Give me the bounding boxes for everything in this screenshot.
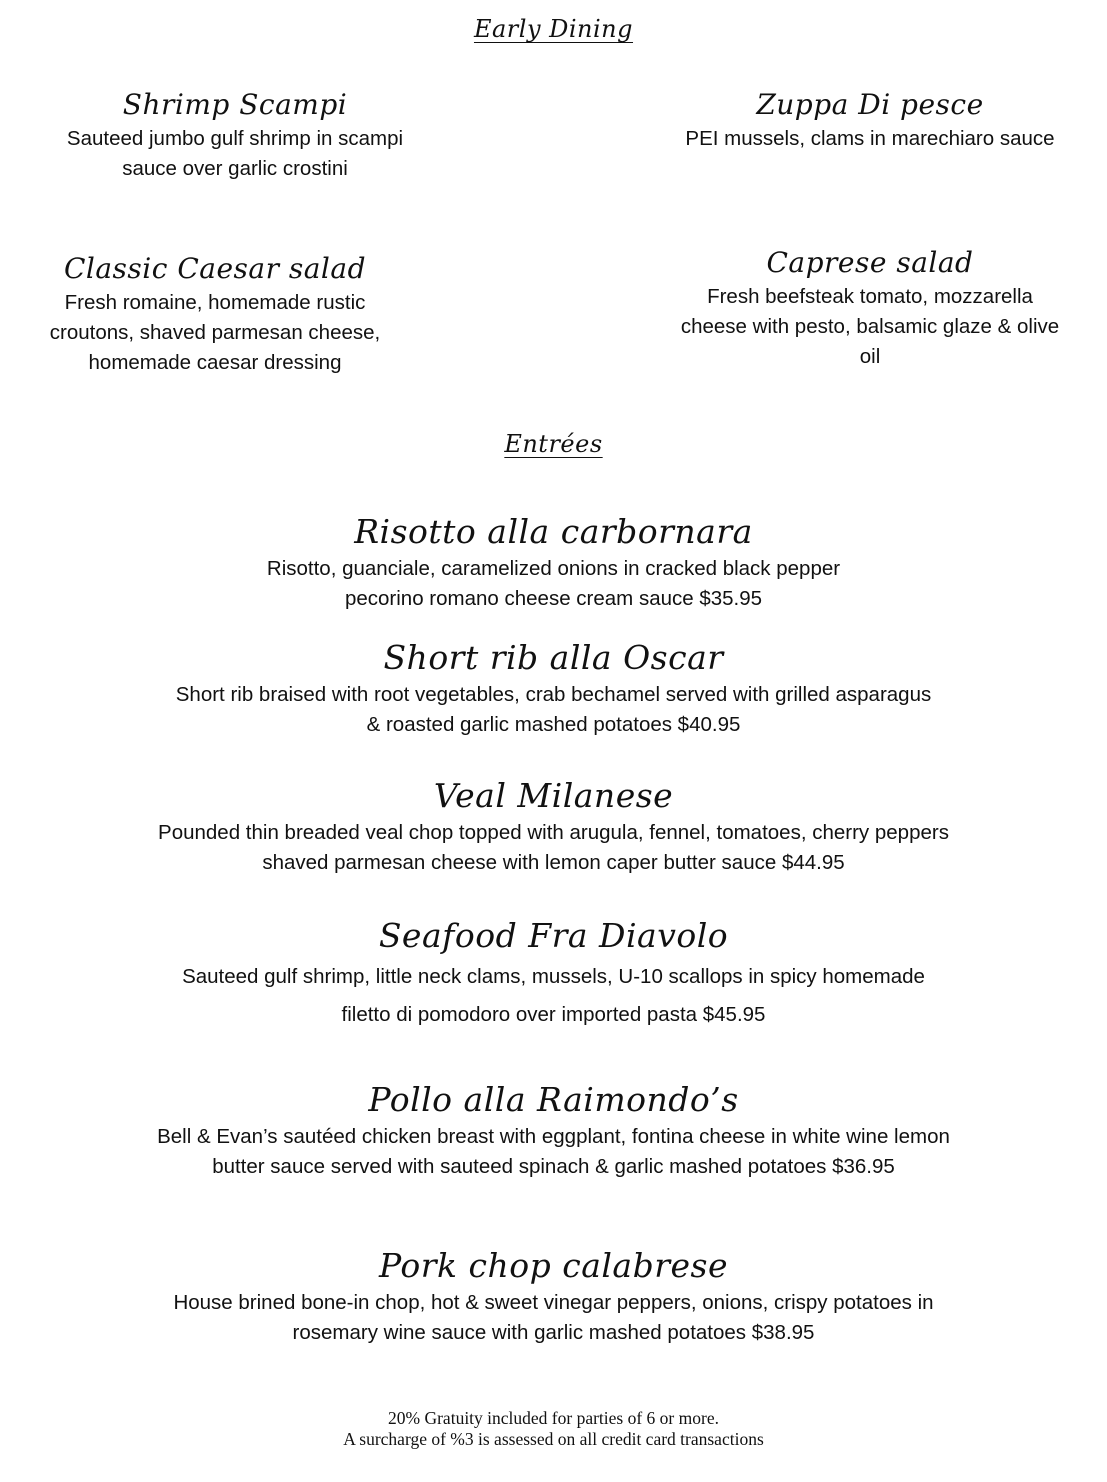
menu-item-title: Classic Caesar salad	[63, 252, 367, 285]
entree-title: Seafood Fra Diavolo	[378, 916, 729, 955]
footer-notes	[0, 1408, 1107, 1450]
description-line: Sauteed gulf shrimp, little neck clams, mussels, U-10 scallops in spicy homemade	[182, 965, 925, 988]
menu-item-description	[15, 288, 415, 378]
description-line: rosemary wine sauce with garlic mashed potatoes $38.95	[292, 1321, 815, 1344]
description-line: Fresh romaine, homemade rustic	[64, 291, 366, 314]
menu-item-zuppa-di-pesce	[655, 86, 1085, 154]
description-line: cheese with pesto, balsamic glaze & olive	[680, 315, 1060, 338]
entree-seafood-fra-diavolo	[0, 914, 1107, 1034]
entree-risotto-alla-carbornara	[0, 510, 1107, 614]
menu-item-description	[645, 282, 1095, 372]
description-line: shaved parmesan cheese with lemon caper butter sauce $44.95	[262, 851, 845, 874]
description-line: PEI mussels, clams in marechiaro sauce	[685, 127, 1055, 150]
description-line: Fresh beefsteak tomato, mozzarella	[707, 285, 1033, 308]
menu-item-title: Caprese salad	[766, 246, 974, 279]
description-line: Short rib braised with root vegetables, crab bechamel served with grilled asparagus	[175, 683, 932, 706]
description-line: filetto di pomodoro over imported pasta $45.95	[341, 1003, 766, 1026]
entree-description	[0, 680, 1107, 740]
description-line: Risotto, guanciale, caramelized onions in cracked black pepper	[266, 557, 841, 580]
description-line: homemade caesar dressing	[88, 351, 342, 374]
entree-pork-chop-calabrese	[0, 1244, 1107, 1348]
menu-item-title: Zuppa Di pesce	[756, 88, 984, 121]
description-line: butter sauce served with sauteed spinach & garlic mashed potatoes $36.95	[212, 1155, 895, 1178]
entree-pollo-alla-raimondos	[0, 1078, 1107, 1182]
entree-description	[0, 818, 1107, 878]
description-line: Sauteed jumbo gulf shrimp in scampi	[66, 127, 404, 150]
entree-description	[0, 958, 1107, 1034]
menu-item-classic-caesar-salad	[15, 250, 415, 378]
menu-item-description	[25, 124, 445, 184]
description-line: sauce over garlic crostini	[122, 157, 348, 180]
entree-title: Pollo alla Raimondo’s	[368, 1080, 739, 1119]
entree-description	[0, 554, 1107, 614]
entree-title: Short rib alla Oscar	[383, 638, 724, 677]
entree-description	[0, 1288, 1107, 1348]
description-line: pecorino romano cheese cream sauce $35.95	[344, 587, 763, 610]
entree-title: Veal Milanese	[433, 776, 674, 815]
entree-title: Pork chop calabrese	[379, 1246, 728, 1285]
description-line: Bell & Evan’s sautéed chicken breast with eggplant, fontina cheese in white wine lemon	[157, 1125, 950, 1148]
entree-short-rib-alla-oscar	[0, 636, 1107, 740]
menu-item-description	[655, 124, 1085, 154]
entree-description	[0, 1122, 1107, 1182]
entree-veal-milanese	[0, 774, 1107, 878]
gratuity-note: 20% Gratuity included for parties of 6 or more.	[388, 1408, 719, 1428]
menu-item-title: Shrimp Scampi	[122, 88, 348, 121]
description-line: oil	[859, 345, 881, 368]
entree-title: Risotto alla carbornara	[354, 512, 753, 551]
description-line: croutons, shaved parmesan cheese,	[49, 321, 381, 344]
menu-item-shrimp-scampi	[25, 86, 445, 184]
surcharge-note: A surcharge of %3 is assessed on all credit card transactions	[343, 1429, 764, 1449]
entrees-heading: Entrées	[504, 430, 603, 458]
description-line: & roasted garlic mashed potatoes $40.95	[366, 713, 741, 736]
early-dining-heading: Early Dining	[473, 15, 634, 43]
description-line: House brined bone-in chop, hot & sweet vinegar peppers, onions, crispy potatoes in	[173, 1291, 934, 1314]
menu-item-caprese-salad	[645, 244, 1095, 372]
description-line: Pounded thin breaded veal chop topped with arugula, fennel, tomatoes, cherry peppers	[158, 821, 949, 844]
